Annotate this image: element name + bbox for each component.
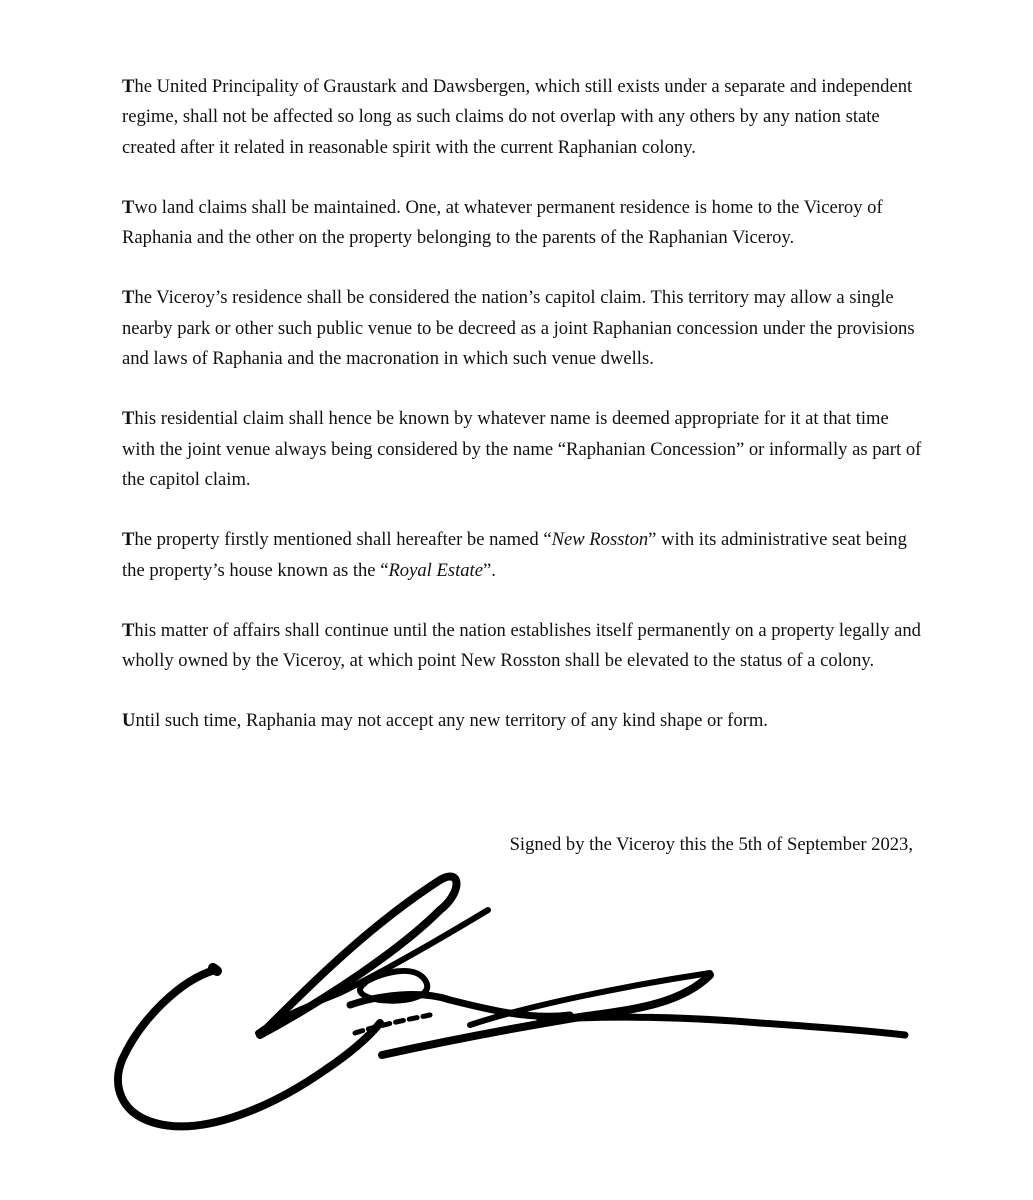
paragraph-initial: T: [122, 408, 135, 430]
paragraph-initial: T: [122, 196, 135, 218]
paragraph-text: he Viceroy’s residence shall be considered the nation’s capitol claim. This territory may allow a single nearby park or other such public venue to be decreed as a joint Raphanian concession under the provisions and laws of Raphania and the macronation in which such venue dwells.: [122, 287, 915, 370]
paragraph-text: he property firstly mentioned shall hereafter be named “: [134, 529, 552, 551]
paragraph-text: ntil such time, Raphania may not accept any new territory of any kind shape or form.: [135, 710, 768, 732]
paragraph-text: ”.: [482, 559, 496, 581]
paragraph: [122, 616, 922, 677]
paragraph: [122, 72, 922, 163]
paragraph-initial: T: [122, 76, 135, 97]
paragraph: [122, 404, 922, 495]
paragraph-text: he United Principality of Graustark and Dawsbergen, which still exists under a separate and independent regime, shall not be affected so long as such claims do not overlap with any others by any nation state created after it related in reasonable spirit with the current Raphanian colony.: [122, 76, 913, 158]
italic-text: New Rosston: [551, 529, 649, 551]
handwritten-signature-icon: [110, 855, 920, 1145]
paragraph-text: wo land claims shall be maintained. One, at whatever permanent residence is home to the Viceroy of Raphania and the other on the property belonging to the parents of the Raphanian Viceroy.: [122, 196, 883, 249]
signed-line: Signed by the Viceroy this the 5th of September 2023,: [509, 834, 913, 855]
paragraph-initial: T: [122, 619, 135, 641]
paragraph: [122, 525, 922, 586]
paragraph: [122, 283, 922, 374]
italic-text: Royal Estate: [388, 559, 483, 581]
paragraph: [122, 193, 922, 254]
paragraph-text: his matter of affairs shall continue until the nation establishes itself permanently on a property legally and wholly owned by the Viceroy, at which point New Rosston shall be elevated to the status of a colony.: [122, 619, 921, 672]
paragraph: [122, 706, 922, 736]
paragraph-initial: T: [122, 287, 135, 309]
paragraph-initial: T: [122, 529, 135, 551]
document-body: [122, 72, 922, 767]
paragraph-text: ” with its administrative seat being the property’s house known as the “: [122, 529, 907, 581]
paragraph-initial: U: [122, 710, 136, 732]
paragraph-text: his residential claim shall hence be known by whatever name is deemed appropriate for it at that time with the joint venue always being considered by the name “Raphanian Concession” or informally as part of the capitol claim.: [122, 408, 922, 490]
